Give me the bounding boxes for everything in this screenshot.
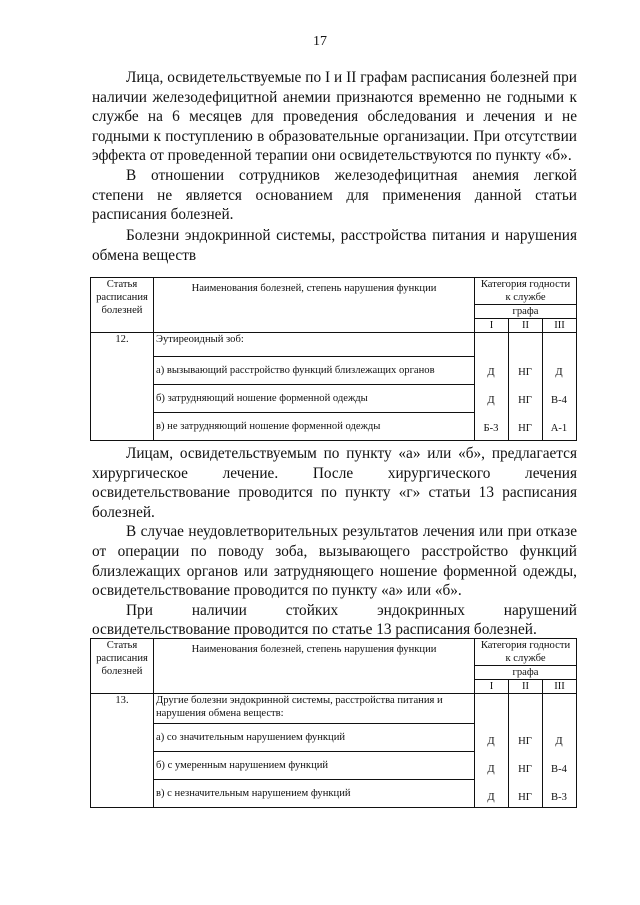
header-graph-1: I bbox=[475, 680, 509, 694]
goiter-paragraph-3: При наличии стойких эндокринных нарушений освидетельствование проводится по статье 13 расписания болезней. bbox=[92, 601, 577, 639]
disease-title: Другие болезни эндокринной системы, расстройства питания и нарушения обмена веществ: bbox=[154, 694, 475, 724]
header-graph: графа bbox=[475, 305, 577, 319]
article-number: 13. bbox=[91, 694, 154, 808]
header-category: Категория годности к службе bbox=[475, 278, 577, 305]
category-value: В-4 bbox=[551, 394, 567, 406]
category-value: В-3 bbox=[551, 791, 567, 803]
header-category: Категория годности к службе bbox=[475, 639, 577, 666]
article-number: 12. bbox=[91, 333, 154, 441]
category-value: Б-3 bbox=[483, 422, 499, 434]
header-names: Наименования болезней, степень нарушения функции bbox=[154, 278, 475, 333]
header-article: Статья расписания болезней bbox=[91, 278, 154, 333]
category-value: Д bbox=[487, 394, 495, 406]
disease-item: б) затрудняющий ношение форменной одежды bbox=[154, 385, 475, 413]
disease-item: б) с умеренным нарушением функций bbox=[154, 752, 475, 780]
table12-categories bbox=[474, 358, 576, 442]
page-number: 17 bbox=[313, 34, 327, 49]
category-value: Д bbox=[555, 366, 563, 378]
header-graph-1: I bbox=[475, 319, 509, 333]
category-value: Д bbox=[487, 763, 495, 775]
category-value: НГ bbox=[518, 422, 532, 434]
category-value: Д bbox=[487, 366, 495, 378]
disease-item: в) с незначительным нарушением функций bbox=[154, 780, 475, 808]
table13-categories bbox=[474, 727, 576, 811]
anemia-paragraph-2: В отношении сотрудников железодефицитная анемия легкой степени не является основанием для применения данной статьи расписания болезней. bbox=[92, 166, 577, 224]
anemia-notes bbox=[92, 68, 577, 225]
disease-title: Эутиреоидный зоб: bbox=[154, 333, 475, 357]
goiter-paragraph-1: Лицам, освидетельствуемым по пункту «а» или «б», предлагается хирургическое лечение. После хирургического лечения освидетельствование проводится по пункту «г» статьи 13 расписания болезней. bbox=[92, 445, 577, 521]
header-graph: графа bbox=[475, 666, 577, 680]
category-value: Д bbox=[555, 735, 563, 747]
goiter-paragraph-2: В случае неудовлетворительных результатов лечения или при отказе от операции по поводу зоба, вызывающего расстройство функций близлежащих органов или затрудняющего ношение форменной одежды, освидетельствование проводится по пункту «а» или «б». bbox=[92, 523, 577, 600]
goiter-notes bbox=[92, 444, 577, 640]
header-graph-3: III bbox=[543, 680, 577, 694]
category-value: НГ bbox=[518, 791, 532, 803]
header-graph-2: II bbox=[509, 319, 543, 333]
anemia-paragraph-1: Лица, освидетельствуемые по I и II графам расписания болезней при наличии железодефицитной анемии признаются временно не годными к службе на 6 месяцев для проведения обследования и лечения и не годными к поступлению в образовательные организации. При отсутствии эффекта от проведенной терапии они освидетельствуются по пункту «б». bbox=[92, 69, 577, 165]
category-value: Д bbox=[487, 735, 495, 747]
header-article: Статья расписания болезней bbox=[91, 639, 154, 694]
disease-item: а) со значительным нарушением функций bbox=[154, 724, 475, 752]
category-value: НГ bbox=[518, 394, 532, 406]
header-graph-3: III bbox=[543, 319, 577, 333]
category-value: А-1 bbox=[550, 422, 568, 434]
disease-item: в) не затрудняющий ношение форменной одежды bbox=[154, 413, 475, 441]
category-value: В-4 bbox=[551, 763, 567, 775]
disease-item: а) вызывающий расстройство функций близлежащих органов bbox=[154, 357, 475, 385]
category-value: НГ bbox=[518, 763, 532, 775]
category-value: НГ bbox=[518, 735, 532, 747]
section-heading: Болезни эндокринной системы, расстройства питания и нарушения обмена веществ bbox=[92, 227, 577, 264]
header-names: Наименования болезней, степень нарушения функции bbox=[154, 639, 475, 694]
category-value: Д bbox=[487, 791, 495, 803]
category-value: НГ bbox=[518, 366, 532, 378]
header-graph-2: II bbox=[509, 680, 543, 694]
